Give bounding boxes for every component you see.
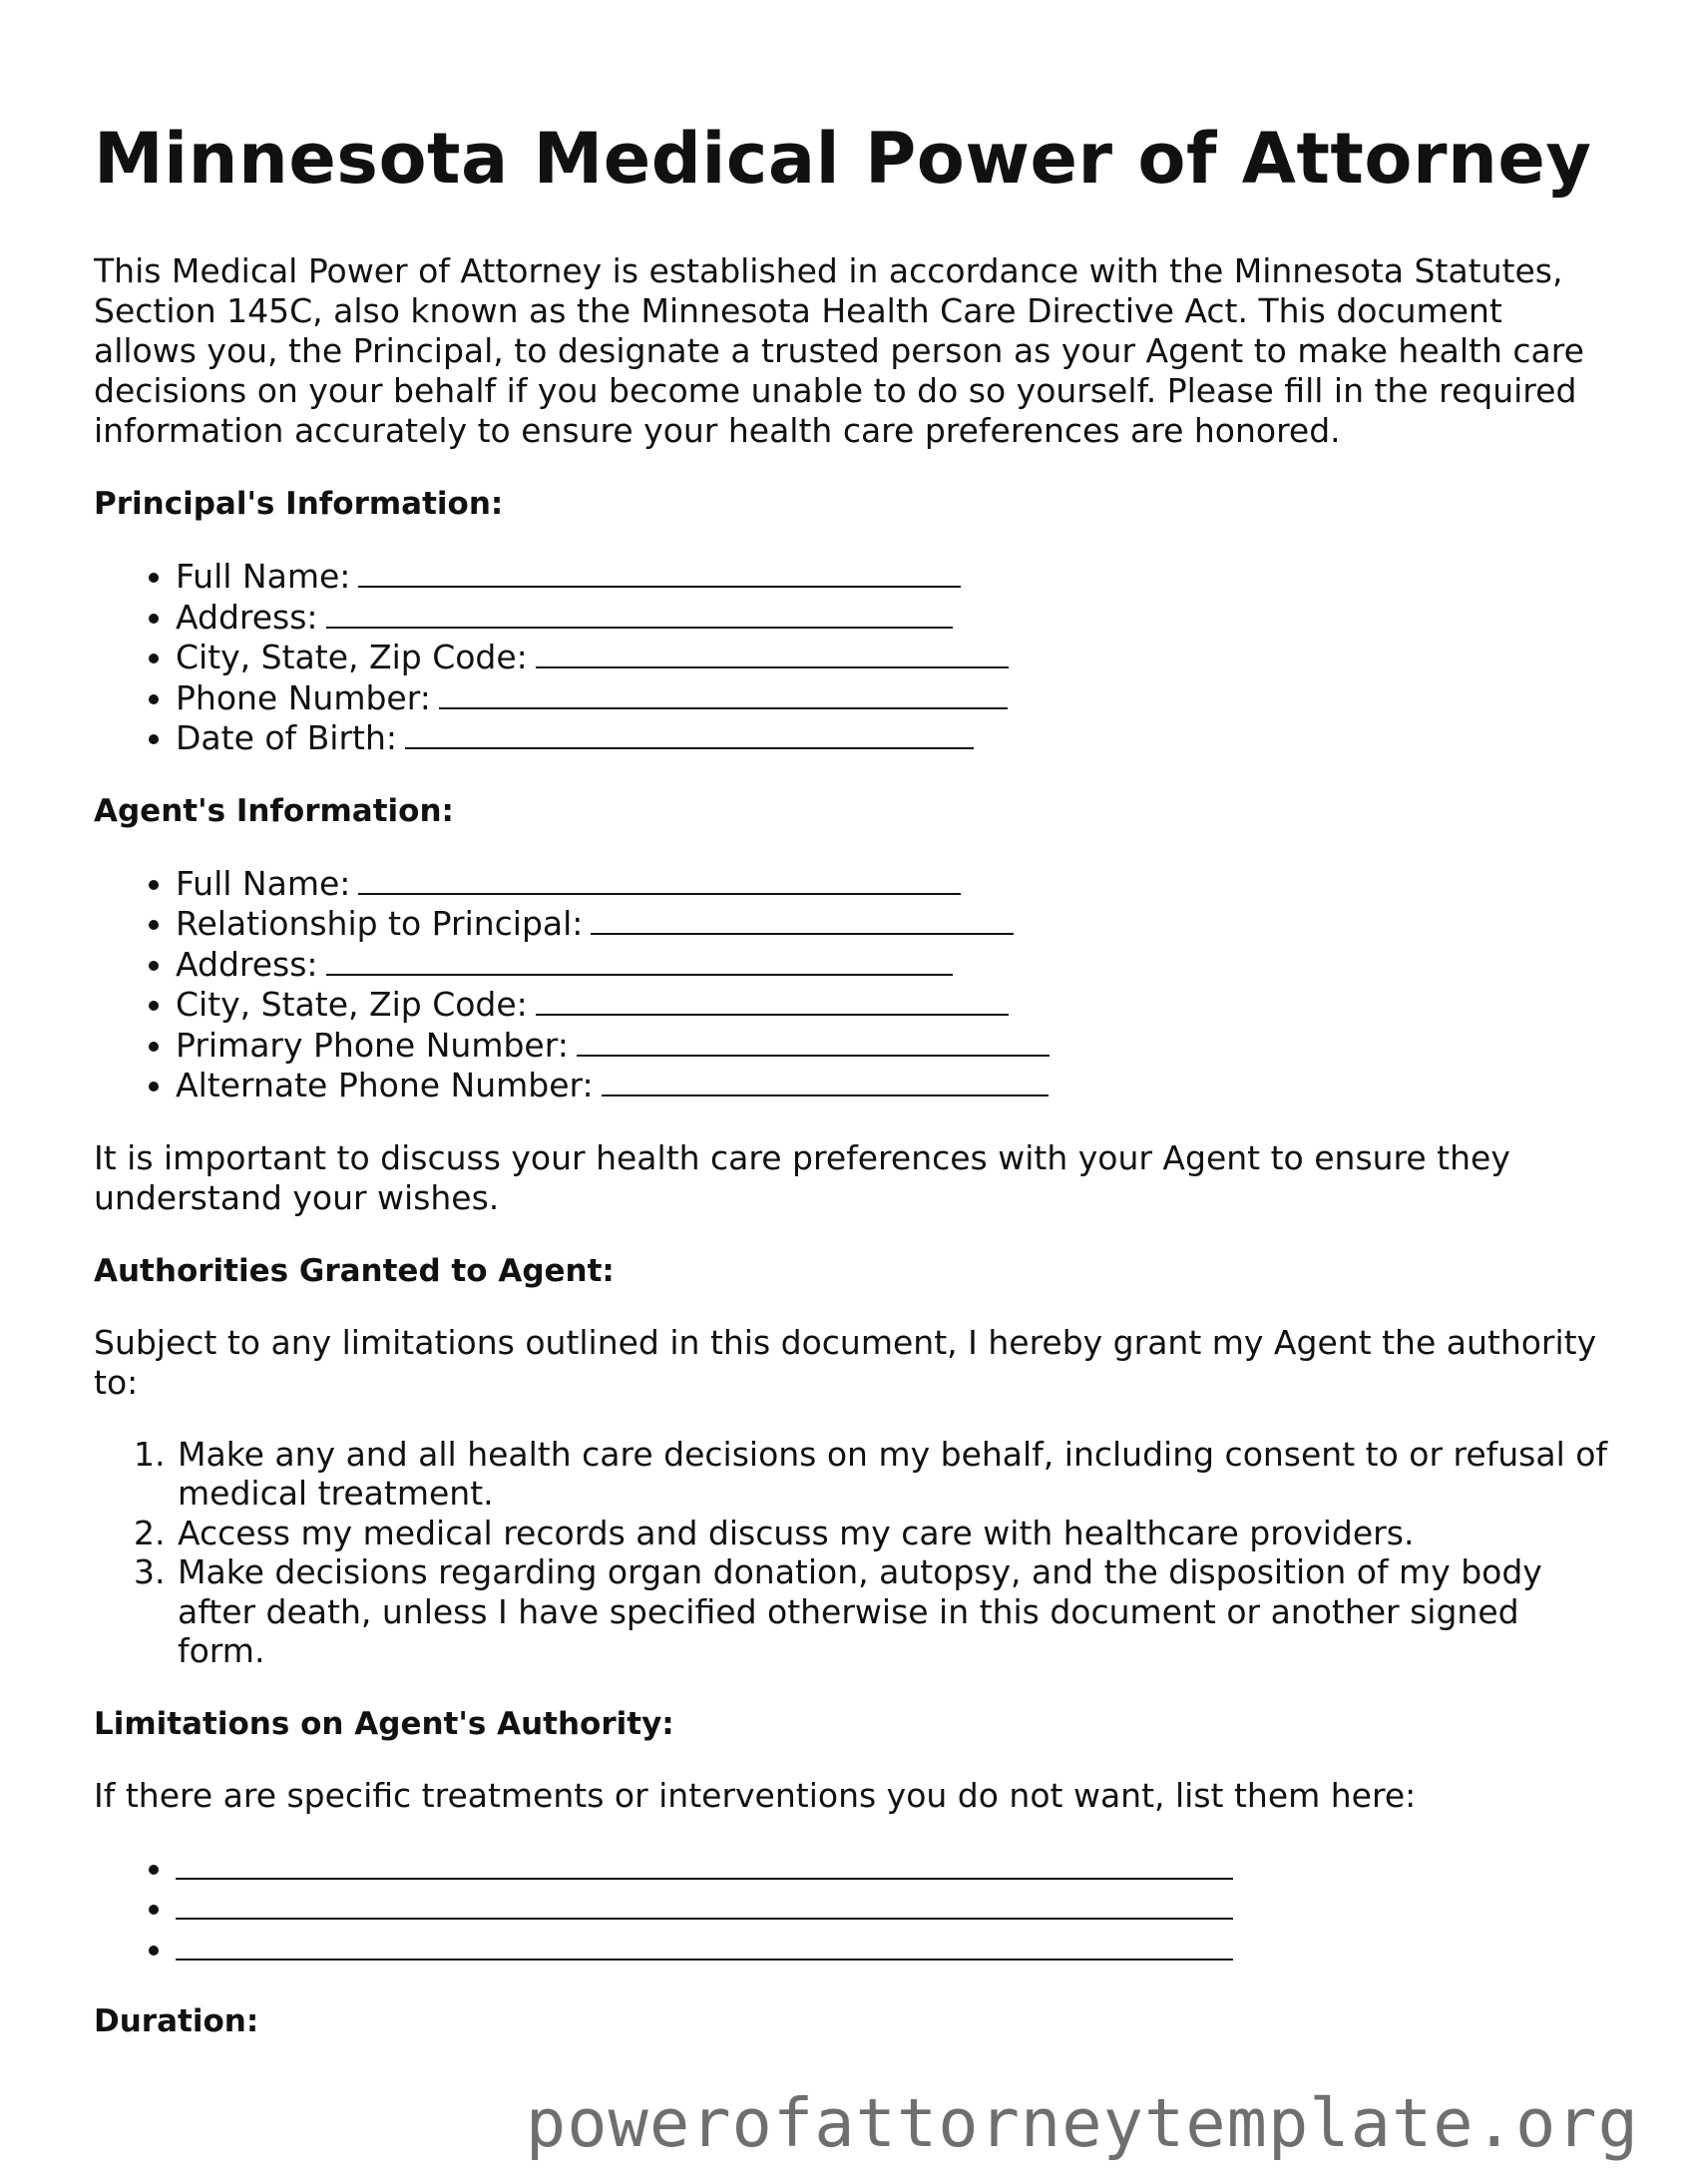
- city-state-zip-blank[interactable]: [536, 984, 1009, 1016]
- field-label: Full Name:: [176, 557, 351, 596]
- authority-item: 1. Make any and all health care decisions on my behalf, including consent to or refusal of medical treatment.: [176, 1435, 1610, 1514]
- alternate-phone-blank[interactable]: [602, 1065, 1049, 1096]
- limitation-item: [176, 1848, 1610, 1889]
- principal-heading: Principal's Information:: [94, 486, 504, 522]
- field-label: Phone Number:: [176, 677, 431, 717]
- principal-fields-list: [94, 556, 1610, 758]
- principal-dob-field: [176, 717, 1610, 758]
- limitation-blank[interactable]: [176, 1888, 1233, 1920]
- authorities-list: [94, 1435, 1610, 1671]
- authorities-intro: Subject to any limitations outlined in this document, I hereby grant my Agent the authority to:: [94, 1322, 1597, 1402]
- primary-phone-blank[interactable]: [577, 1025, 1050, 1057]
- agent-heading: Agent's Information:: [94, 792, 454, 829]
- field-label: Address:: [176, 944, 318, 984]
- full-name-blank[interactable]: [358, 556, 961, 588]
- agent-primary-phone-field: [176, 1025, 1610, 1066]
- intro-paragraph: This Medical Power of Attorney is established in accordance with the Minnesota Statutes, Section 145C, also known as the Minnesota Health Care Directive Act. This document allows you, the Principal, to designate a trusted person as your Agent to make health care decisions on your behalf if you become unable to do so yourself. Please fill in the required information accurately to ensure your health care preferences are honored.: [94, 251, 1584, 450]
- limitation-blank[interactable]: [176, 1848, 1233, 1880]
- field-label: Full Name:: [176, 863, 351, 903]
- principal-address-field: [176, 597, 1610, 638]
- authority-item: 2. Access my medical records and discuss my care with healthcare providers.: [176, 1514, 1610, 1553]
- limitations-intro: If there are specific treatments or interventions you do not want, list them here:: [94, 1775, 1417, 1815]
- address-blank[interactable]: [326, 944, 953, 976]
- field-label: Address:: [176, 597, 318, 637]
- address-blank[interactable]: [326, 597, 953, 629]
- field-label: Alternate Phone Number:: [176, 1066, 594, 1104]
- agent-relationship-field: [176, 903, 1610, 944]
- phone-blank[interactable]: [439, 677, 1008, 709]
- authority-item: 3. Make decisions regarding organ donation, autopsy, and the disposition of my body after death, unless I have specified otherwise in this document or another signed form.: [176, 1552, 1610, 1671]
- agent-alternate-phone-field: [176, 1065, 1610, 1105]
- principal-phone-field: [176, 677, 1610, 718]
- limitation-item: [176, 1929, 1610, 1969]
- limitation-item: [176, 1888, 1610, 1929]
- authorities-heading: Authorities Granted to Agent:: [94, 1252, 615, 1289]
- duration-heading: Duration:: [94, 2003, 259, 2039]
- full-name-blank[interactable]: [358, 863, 961, 895]
- field-label: City, State, Zip Code:: [176, 638, 528, 676]
- field-label: City, State, Zip Code:: [176, 985, 528, 1024]
- principal-full-name-field: [176, 556, 1610, 597]
- limitations-list: [94, 1848, 1610, 1969]
- site-watermark: powerofattorneytemplate.org: [525, 2084, 1639, 2162]
- document-title: Minnesota Medical Power of Attorney: [94, 118, 1592, 200]
- field-label: Relationship to Principal:: [176, 904, 584, 943]
- limitation-blank[interactable]: [176, 1929, 1233, 1961]
- relationship-blank[interactable]: [591, 903, 1014, 935]
- discuss-note: It is important to discuss your health care preferences with your Agent to ensure they understand your wishes.: [94, 1137, 1510, 1217]
- city-state-zip-blank[interactable]: [536, 637, 1009, 668]
- agent-full-name-field: [176, 863, 1610, 904]
- dob-blank[interactable]: [405, 717, 974, 749]
- agent-fields-list: [94, 863, 1610, 1105]
- document-page: [94, 112, 1610, 2041]
- agent-city-state-zip-field: [176, 984, 1610, 1025]
- limitations-heading: Limitations on Agent's Authority:: [94, 1705, 674, 1742]
- field-label: Date of Birth:: [176, 718, 398, 757]
- agent-address-field: [176, 944, 1610, 985]
- principal-city-state-zip-field: [176, 637, 1610, 677]
- field-label: Primary Phone Number:: [176, 1025, 569, 1065]
